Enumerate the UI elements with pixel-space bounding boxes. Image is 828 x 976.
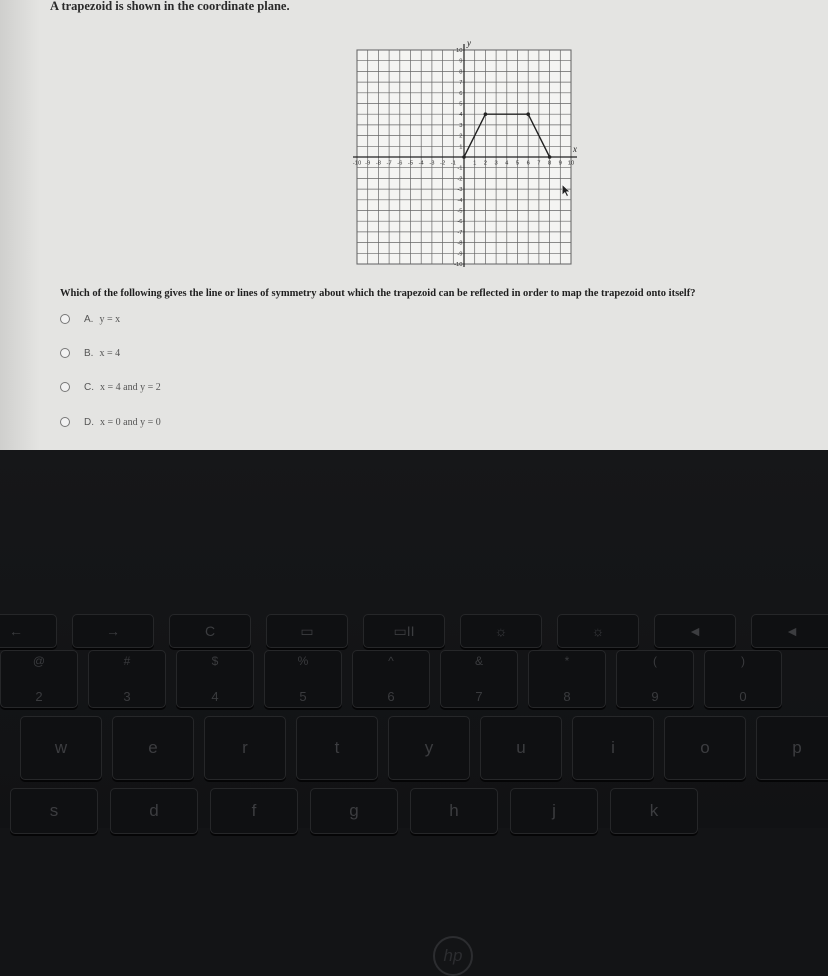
y-tick-label: -6 <box>457 219 463 226</box>
key-symbol-label: ^ <box>388 654 394 668</box>
key-symbol-label: ( <box>653 654 657 668</box>
key-4[interactable] <box>176 650 254 708</box>
fullscreen-icon: ▭ <box>300 622 314 639</box>
key-number-label: 0 <box>739 689 747 704</box>
brightness-up-icon: ☼ <box>591 623 605 639</box>
key-t[interactable] <box>296 716 378 780</box>
choice-b-text: x = 4 <box>99 347 121 359</box>
y-tick-label: 4 <box>459 112 463 119</box>
x-axis-label: x <box>573 144 577 154</box>
key-0[interactable] <box>704 650 782 708</box>
key-symbol-label: # <box>123 654 131 668</box>
brightness-down-icon: ☼ <box>494 623 508 639</box>
question-intro: A trapezoid is shown in the coordinate plane. <box>50 0 290 13</box>
key-w[interactable] <box>20 716 102 780</box>
key-overview[interactable] <box>363 614 445 648</box>
trapezoid-vertex <box>526 112 530 116</box>
y-tick-label: 5 <box>459 101 463 108</box>
overview-icon: ▭II <box>393 622 415 639</box>
key-s[interactable] <box>10 788 98 834</box>
x-tick-label: 3 <box>494 160 498 167</box>
choice-d-radio[interactable] <box>60 417 70 427</box>
choice-c[interactable] <box>60 379 161 395</box>
key-letter-label: i <box>611 738 615 757</box>
trapezoid-vertex <box>484 112 488 116</box>
hp-logo: hp <box>433 936 473 976</box>
y-tick-label: -3 <box>457 187 463 194</box>
key-letter-label: e <box>148 738 158 757</box>
key-2[interactable] <box>0 650 78 708</box>
x-tick-label: 4 <box>505 160 509 167</box>
key-symbol-label: % <box>297 654 309 668</box>
key-number-label: 5 <box>299 689 307 704</box>
key-fullscreen[interactable] <box>266 614 348 648</box>
x-tick-label: -2 <box>440 160 446 167</box>
key-3[interactable] <box>88 650 166 708</box>
y-tick-label: -8 <box>457 240 463 247</box>
key-u[interactable] <box>480 716 562 780</box>
y-tick-label: 8 <box>459 69 463 76</box>
key-number-label: 8 <box>563 689 571 704</box>
choice-b-letter: B. <box>84 347 94 359</box>
key-symbol-label: ) <box>741 654 745 668</box>
choice-a-letter: A. <box>84 313 94 325</box>
key-g[interactable] <box>310 788 398 834</box>
choice-d[interactable] <box>60 414 161 430</box>
question-text: Which of the following gives the line or lines of symmetry about which the trapezoid can be reflected in order to map the trapezoid onto itself? <box>60 288 696 299</box>
key-letter-label: u <box>516 738 526 757</box>
key-letter-label: y <box>424 738 434 757</box>
trapezoid-vertex <box>462 155 466 159</box>
key-number-label: 2 <box>35 689 43 704</box>
forward-arrow-icon: → <box>106 623 120 639</box>
key-letter-label: k <box>649 801 659 820</box>
x-tick-label: -3 <box>429 160 435 167</box>
y-axis-label: y <box>467 38 471 48</box>
key-p[interactable] <box>756 716 828 780</box>
x-tick-label: -8 <box>375 160 381 167</box>
choice-d-letter: D. <box>84 416 94 428</box>
screen-edge-shade <box>0 0 40 450</box>
key-number-label: 9 <box>651 689 659 704</box>
x-tick-label: 6 <box>526 160 530 167</box>
key-i[interactable] <box>572 716 654 780</box>
x-tick-label: -1 <box>450 160 456 167</box>
y-tick-label: 7 <box>459 80 463 87</box>
reload-icon: C <box>204 623 216 639</box>
key-letter-label: o <box>700 738 710 757</box>
key-letter-label: r <box>242 738 248 757</box>
key-o[interactable] <box>664 716 746 780</box>
key-letter-label: d <box>149 801 159 820</box>
key-brightness-down[interactable] <box>460 614 542 648</box>
key-j[interactable] <box>510 788 598 834</box>
x-tick-label: -7 <box>386 160 392 167</box>
choice-c-letter: C. <box>84 381 94 393</box>
y-tick-label: 1 <box>459 144 463 151</box>
x-tick-label: 10 <box>567 160 575 167</box>
y-tick-label: -9 <box>457 251 463 258</box>
choice-c-text: x = 4 and y = 2 <box>100 381 161 393</box>
key-5[interactable] <box>264 650 342 708</box>
choice-b-radio[interactable] <box>60 348 70 358</box>
y-tick-label: -7 <box>457 229 463 236</box>
key-reload[interactable] <box>169 614 251 648</box>
back-arrow-icon: ← <box>9 623 23 639</box>
key-symbol-label: @ <box>32 654 46 668</box>
key-number-label: 7 <box>475 689 483 704</box>
key-volume[interactable] <box>751 614 828 648</box>
choice-a-radio[interactable] <box>60 314 70 324</box>
choice-a-text: y = x <box>99 313 121 325</box>
key-letter-label: g <box>349 801 359 820</box>
x-tick-label: 8 <box>547 160 552 167</box>
key-r[interactable] <box>204 716 286 780</box>
key-brightness-up[interactable] <box>557 614 639 648</box>
key-y[interactable] <box>388 716 470 780</box>
key-k[interactable] <box>610 788 698 834</box>
y-tick-label: -4 <box>457 197 463 204</box>
key-f[interactable] <box>210 788 298 834</box>
x-tick-label: -9 <box>365 160 371 167</box>
mute-icon: ◄ <box>688 623 702 639</box>
x-tick-label: 9 <box>558 160 562 167</box>
key-symbol-label: & <box>474 654 483 668</box>
y-tick-label: 3 <box>459 122 463 129</box>
choice-d-text: x = 0 and y = 0 <box>100 416 161 428</box>
trapezoid-vertex <box>548 155 552 159</box>
key-symbol-label: $ <box>211 654 219 668</box>
x-tick-label: 7 <box>537 160 541 167</box>
x-tick-label: -5 <box>407 160 414 167</box>
y-tick-label: 2 <box>459 133 463 140</box>
x-tick-label: -4 <box>418 160 424 167</box>
x-tick-label: -10 <box>352 160 362 167</box>
choice-a[interactable] <box>60 311 120 327</box>
y-tick-label: 9 <box>459 58 463 65</box>
key-letter-label: h <box>449 801 459 820</box>
key-e[interactable] <box>112 716 194 780</box>
choice-c-radio[interactable] <box>60 382 70 392</box>
y-tick-label: -10 <box>454 262 463 268</box>
key-letter-label: s <box>49 801 59 820</box>
key-number-label: 6 <box>387 689 395 704</box>
key-h[interactable] <box>410 788 498 834</box>
key-9[interactable] <box>616 650 694 708</box>
y-tick-label: -1 <box>457 165 463 172</box>
key-number-label: 3 <box>123 689 131 704</box>
x-tick-label: 1 <box>473 160 477 167</box>
coordinate-plane <box>345 38 585 274</box>
key-number-label: 4 <box>211 689 219 704</box>
key-6[interactable] <box>352 650 430 708</box>
y-tick-label: 10 <box>456 48 463 54</box>
key-8[interactable] <box>528 650 606 708</box>
key-letter-label: w <box>54 738 68 757</box>
key-letter-label: f <box>251 801 257 820</box>
key-forward-arrow[interactable] <box>72 614 154 648</box>
key-mute[interactable] <box>654 614 736 648</box>
x-tick-label: -6 <box>397 160 403 167</box>
key-letter-label: t <box>334 738 340 757</box>
key-d[interactable] <box>110 788 198 834</box>
x-tick-label: 5 <box>515 160 520 167</box>
volume-icon: ◄ <box>785 623 799 639</box>
key-letter-label: j <box>552 801 556 820</box>
key-back-arrow[interactable] <box>0 614 57 648</box>
screen <box>0 0 828 450</box>
choice-b[interactable] <box>60 345 120 361</box>
y-tick-label: -2 <box>457 176 463 183</box>
x-tick-label: 2 <box>483 160 488 167</box>
key-letter-label: p <box>792 738 802 757</box>
y-tick-label: -5 <box>457 208 463 215</box>
y-tick-label: 6 <box>459 90 463 97</box>
key-7[interactable] <box>440 650 518 708</box>
key-symbol-label: * <box>564 654 570 668</box>
